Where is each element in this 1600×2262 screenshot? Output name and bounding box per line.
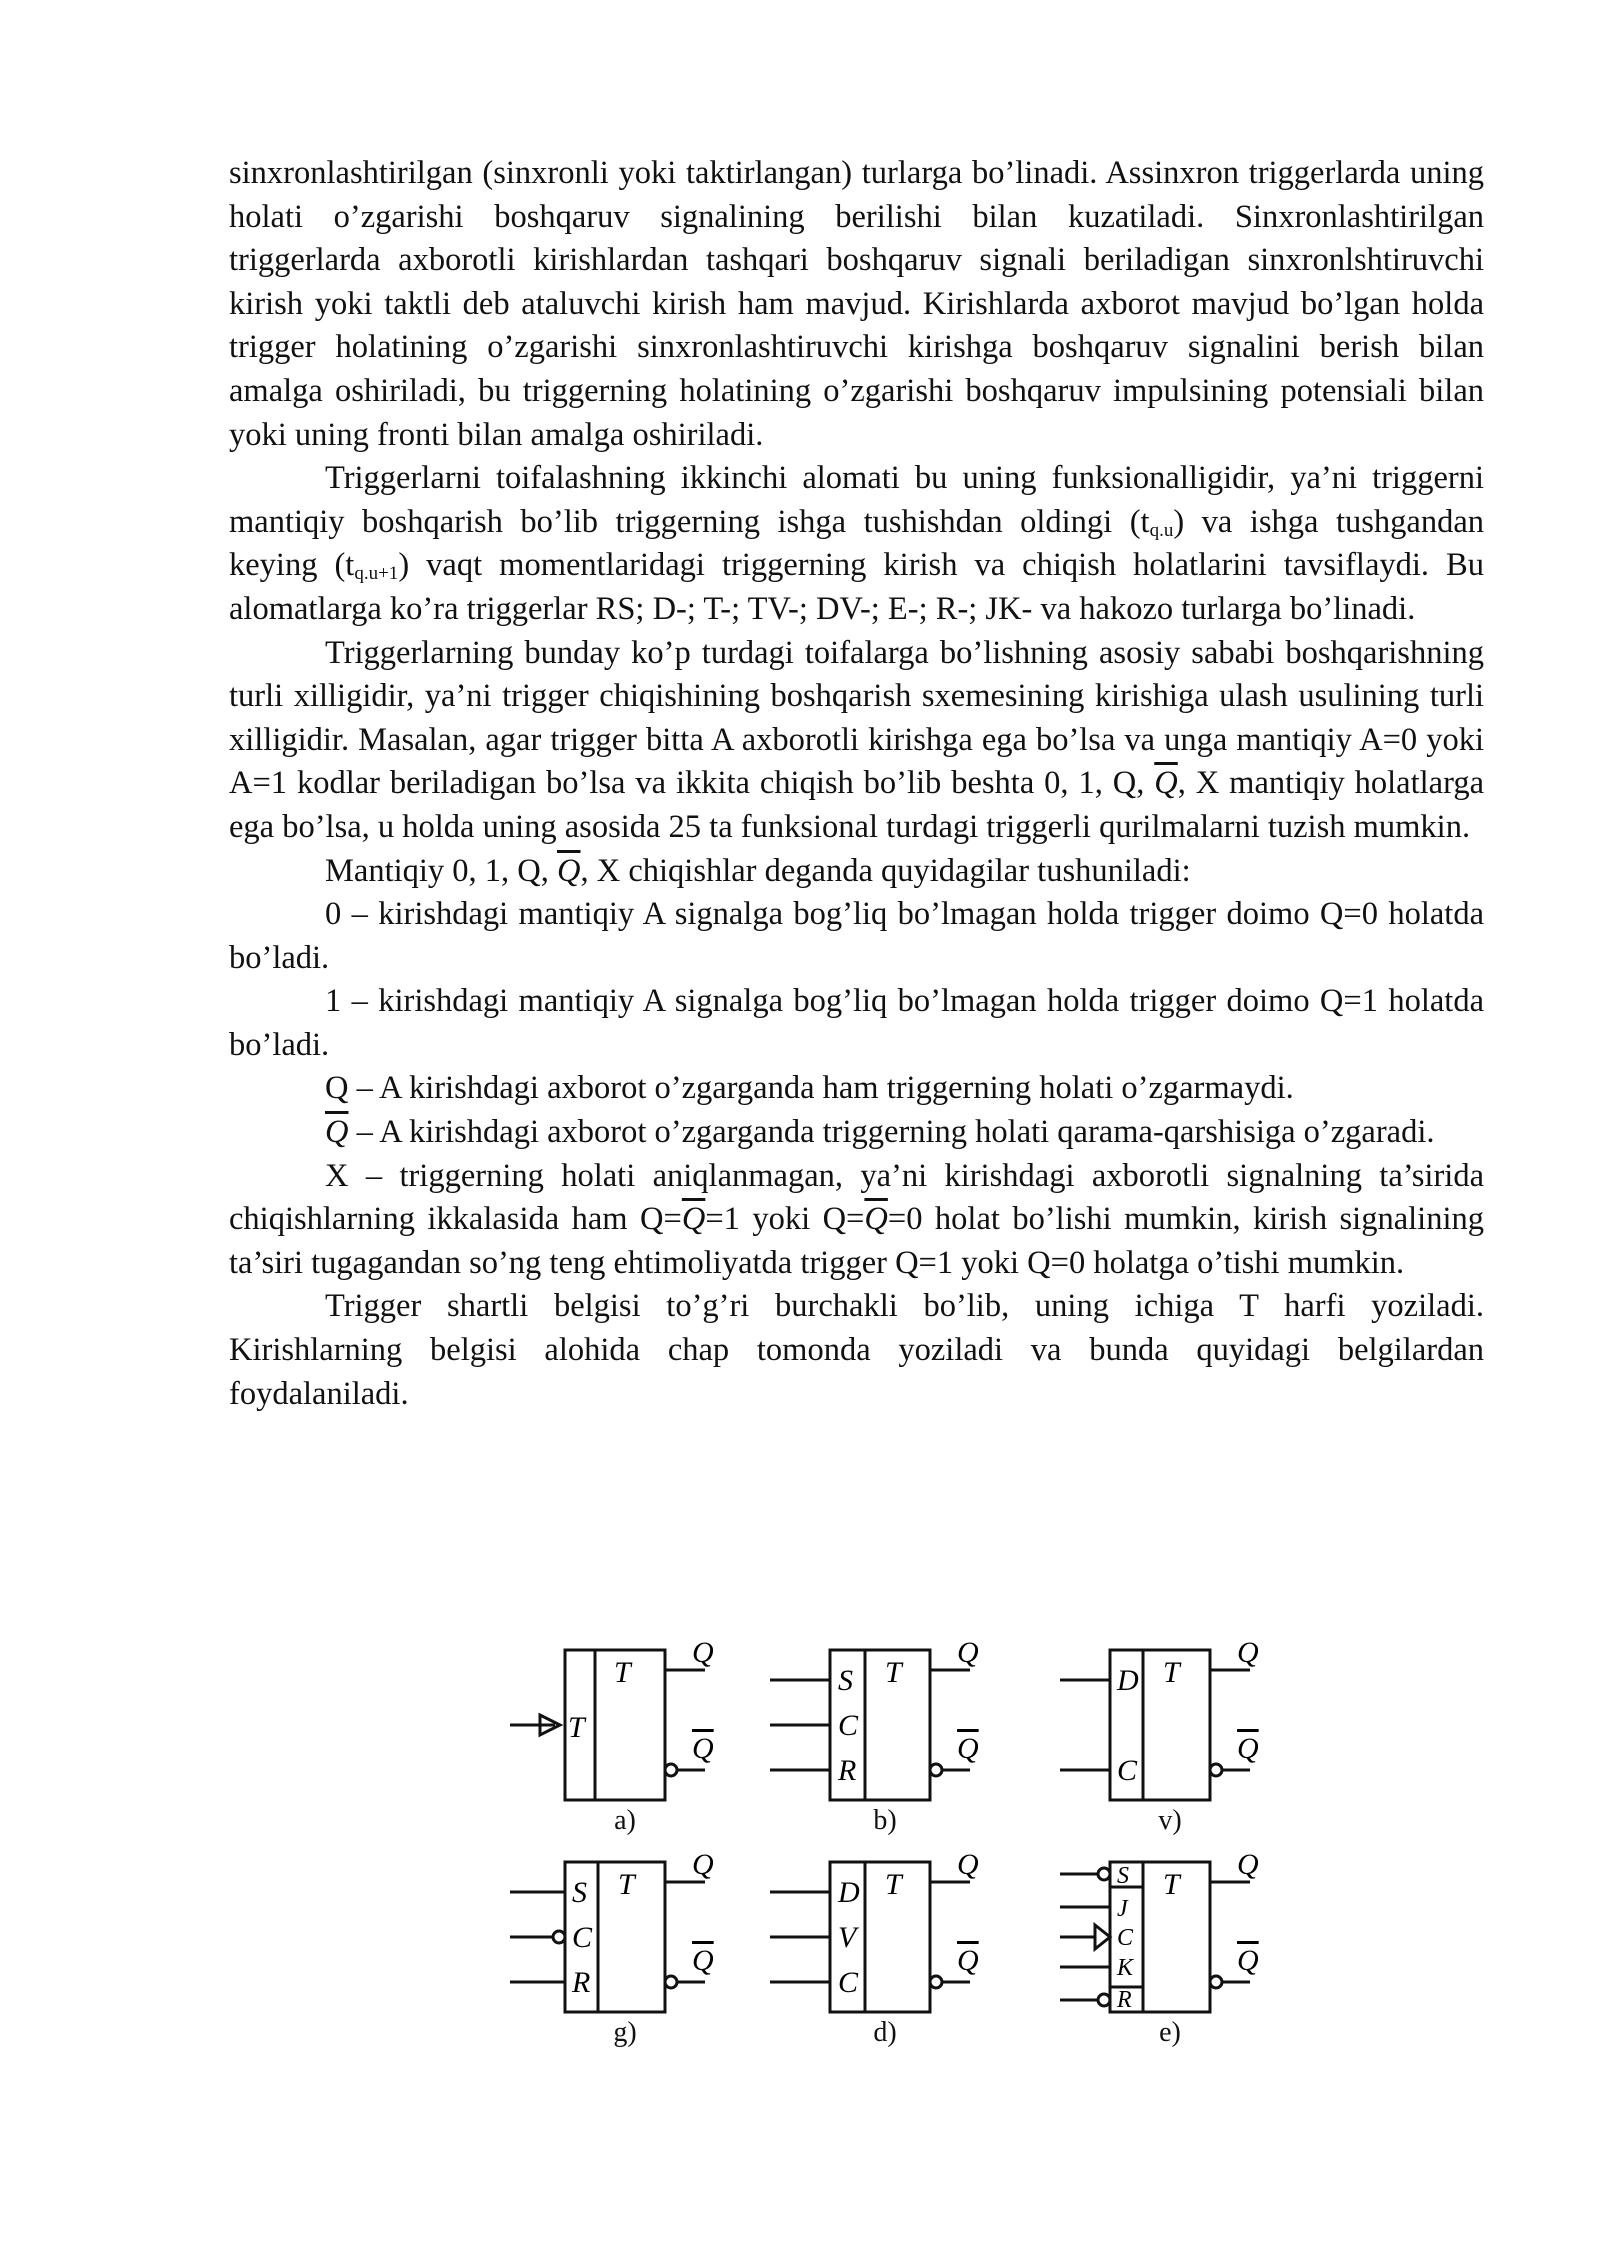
paragraph-6: 1 – kirishdagi mantiqiy A signalga bog’liq bo’lmagan holda trigger doimo Q=1 holatda bo’ladi.	[229, 983, 1484, 1063]
input-label-c: C	[838, 1709, 859, 1742]
paragraph-3: Triggerlarning bunday ko’p turdagi toifalarga bo’lishning asosiy sababi boshqarishning turli xilligidir, ya’ni trigger chiqishining boshqarish sxemesining kirishiga ulash usulining turli xilligidir. Masalan, agar trigger bitta A axborotli kirishga ega bo’lsa va unga mantiqiy A=0 yoki A=1 kodlar beriladigan bo’lsa va ikkita chiqish bo’lib beshta 0, 1, Q, $\overline{Q}$, X mantiqiy holatlarga ega bo’lsa, u holda uning asosida 25 ta funksional turdagi triggerli qurilmalarni tuzish mumkin.	[229, 634, 1484, 845]
trigger-symbol-g	[510, 1848, 740, 2052]
output-q-label: Q	[957, 1848, 979, 1881]
input-label-v: V	[838, 1921, 857, 1954]
input-label-s: S	[838, 1664, 853, 1697]
trigger-symbol-b	[770, 1636, 1000, 1840]
trigger-symbol-v	[1055, 1636, 1285, 1840]
input-label-c: C	[572, 1921, 593, 1954]
output-qbar-label: Q	[957, 1732, 979, 1765]
type-label: T	[614, 1656, 631, 1689]
input-label-d: D	[838, 1876, 860, 1909]
input-label-t: T	[568, 1711, 585, 1744]
input-label-d: D	[1117, 1664, 1139, 1697]
caption-e: e)	[1159, 2017, 1181, 2048]
output-q-label: Q	[957, 1636, 979, 1669]
trigger-symbol-e	[1055, 1848, 1285, 2052]
output-qbar-label: Q	[692, 1944, 714, 1977]
output-q-label: Q	[1237, 1636, 1259, 1669]
input-label-r: R	[838, 1754, 857, 1787]
caption-b: b)	[873, 1805, 897, 1836]
body-text	[229, 152, 1484, 1416]
paragraph-5: 0 – kirishdagi mantiqiy A signalga bog’liq bo’lmagan holda trigger doimo Q=0 holatda bo’ladi.	[229, 896, 1484, 976]
paragraph-7: Q – A kirishdagi axborot o’zgarganda ham triggerning holati o’zgarmaydi.	[325, 1070, 1294, 1107]
input-label-j: J	[1117, 1896, 1128, 1922]
output-q-label: Q	[692, 1636, 714, 1669]
type-label: T	[885, 1656, 902, 1689]
caption-v: v)	[1158, 1805, 1182, 1836]
paragraph-2: Triggerlarni toifalashning ikkinchi alomati bu uning funksionalligidir, ya’ni triggerni mantiqiy boshqarish bo’lib triggerning ishga tushishdan oldingi $(t_{q.u})$ va ishga tushgandan keying $(t_{q.u+1})$ vaqt momentlaridagi triggerning kirish va chiqish holatlarini tavsiflaydi. Bu alomatlarga ko’ra triggerlar RS; D-; T-; TV-; DV-; E-; R-; JK- va hakozo turlarga bo’linadi.	[229, 460, 1484, 627]
input-label-r: R	[572, 1966, 591, 1999]
input-label-c: C	[838, 1966, 859, 1999]
type-label: T	[885, 1868, 902, 1901]
trigger-symbol-d	[770, 1848, 1000, 2052]
input-label-c: C	[1117, 1925, 1134, 1951]
paragraph-1: sinxronlashtirilgan (sinxronli yoki taktirlangan) turlarga bo’linadi. Assinxron triggerlarda uning holati o’zgarishi boshqaruv signalining berilishi bilan kuzatiladi. Sinxronlashtirilgan triggerlarda axborotli kirishlardan tashqari boshqaruv signali beriladigan sinxronlshtiruvchi kirish yoki taktli deb ataluvchi kirish ham mavjud. Kirishlarda axborot mavjud bo’lgan holda trigger holatining o’zgarishi sinxronlashtiruvchi kirishga boshqaruv signalini berish bilan amalga oshiriladi, bu triggerning holatining o’zgarishi boshqaruv impulsining potensiali bilan yoki uning fronti bilan amalga oshiriladi.	[229, 155, 1484, 453]
type-label: T	[618, 1868, 635, 1901]
type-label: T	[1163, 1868, 1180, 1901]
input-label-s: S	[1117, 1863, 1129, 1889]
q-bar-symbol: $\overline{Q}$	[864, 1201, 888, 1238]
output-q-label: Q	[1237, 1848, 1259, 1881]
output-qbar-label: Q	[1237, 1732, 1259, 1765]
q-bar-symbol: $\overline{Q}$	[557, 852, 581, 889]
caption-d: d)	[873, 2017, 897, 2048]
input-label-c: C	[1117, 1754, 1138, 1787]
input-label-r: R	[1117, 1987, 1132, 2013]
q-bar-symbol: $\overline{Q}$	[325, 1114, 349, 1151]
type-label: T	[1163, 1656, 1180, 1689]
q-bar-symbol: $\overline{Q}$	[681, 1201, 706, 1238]
input-label-s: S	[572, 1876, 587, 1909]
q-bar-symbol: $\overline{Q}$	[1154, 765, 1178, 802]
output-q-label: Q	[692, 1848, 714, 1881]
trigger-symbol-a	[510, 1636, 740, 1840]
caption-g: g)	[613, 2017, 637, 2048]
paragraph-10: Trigger shartli belgisi to’g’ri burchakli bo’lib, uning ichiga T harfi yoziladi. Kirishlarning belgisi alohida chap tomonda yoziladi va bunda quyidagi belgilardan foydalaniladi.	[229, 1288, 1484, 1412]
caption-a: a)	[614, 1805, 636, 1836]
input-label-k: K	[1117, 1955, 1134, 1981]
trigger-symbols-figure	[510, 1636, 1290, 2060]
output-qbar-label: Q	[692, 1732, 714, 1765]
paragraph-9: X – triggerning holati aniqlanmagan, ya’ni kirishdagi axborotli signalning ta’sirida chiqishlarning ikkalasida ham $Q=\overline{Q}=1$ yoki $Q=\overline{Q}=0$ holat bo’lishi mumkin, kirish signalining ta’siri tugagandan so’ng teng ehtimoliyatda trigger Q=1 yoki Q=0 holatga o’tishi mumkin.	[229, 1157, 1484, 1281]
output-qbar-label: Q	[1237, 1944, 1259, 1977]
paragraph-8: $\overline{Q}$ – A kirishdagi axborot o’zgarganda triggerning holati qarama-qarshisiga o’zgaradi.	[325, 1114, 1435, 1151]
paragraph-4: Mantiqiy 0, 1, Q, $\overline{Q}$, X chiqishlar deganda quyidagilar tushuniladi:	[325, 852, 1191, 889]
output-qbar-label: Q	[957, 1944, 979, 1977]
